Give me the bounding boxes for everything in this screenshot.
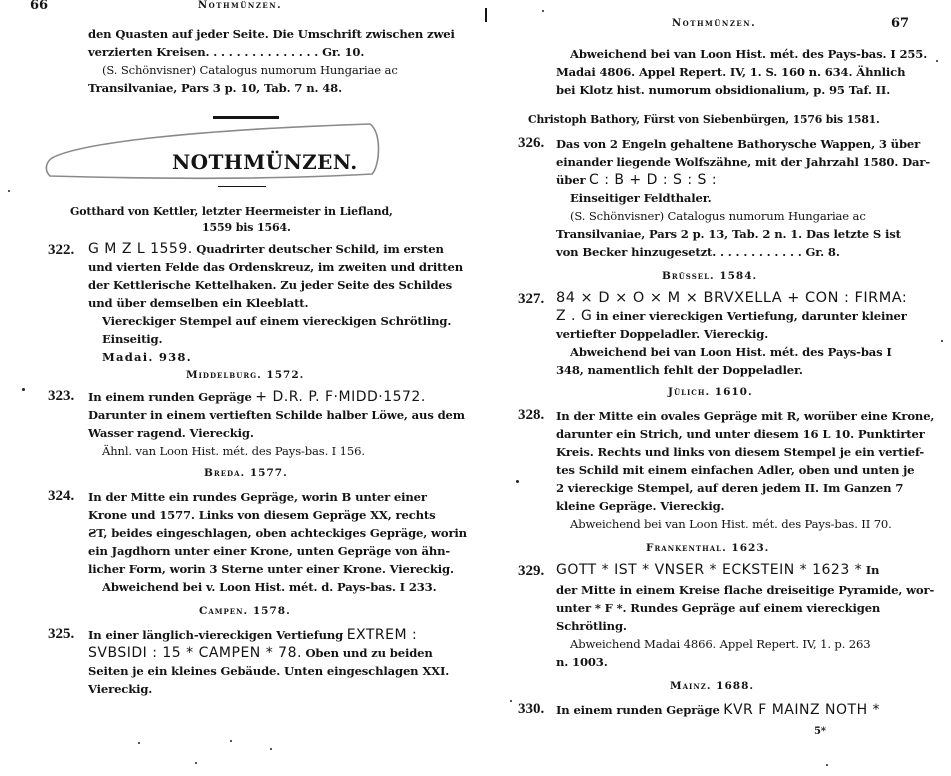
coin-legend: GOTT * IST * VNSER * ECKSTEIN * 1623 * <box>556 562 863 578</box>
entry-number: 324. <box>48 488 75 504</box>
title-rule <box>218 186 266 187</box>
coin-legend: C : B + D : S : S : <box>588 172 718 188</box>
entry-text: licher Form, worin 3 Sterne unter einer Krone. Viereckig. <box>88 562 454 576</box>
entry-text: ƧT, beides eingeschlagen, oben achteckiges Gepräge, worin <box>88 526 467 540</box>
coin-legend: Z . G <box>556 308 593 324</box>
entry-first-line <box>88 241 444 257</box>
ruler-heading: Christoph Bathory, Fürst von Siebenbürgen, 1576 bis 1581. <box>528 113 880 126</box>
entry-text: Abweichend bei van Loon Hist. mét. des Pays-bas I <box>570 345 892 359</box>
entry-text: Einseitig. <box>102 332 163 346</box>
entry-text: In einer länglich-viereckigen Vertiefung <box>88 628 344 642</box>
entry-second-line <box>556 308 907 324</box>
entry-text: in einer viereckigen Vertiefung, darunter kleiner <box>595 309 907 323</box>
entry-text: unter * F *. Rundes Gepräge auf einem viereckigen <box>556 601 881 615</box>
place-heading: Frankenthal. 1623. <box>646 542 770 554</box>
entry-text: der Kettlerische Kettelhaken. Zu jeder Seite des Schildes <box>88 278 453 292</box>
entry-legend-line <box>556 562 879 578</box>
entry-text: In der Mitte ein ovales Gepräge mit R, worüber eine Krone, <box>556 409 935 423</box>
entry-text: In einem runden Gepräge <box>556 703 720 717</box>
speck <box>826 764 828 766</box>
entry-text: und vierten Felde das Ordenskreuz, im zweiten und dritten <box>88 260 463 274</box>
speck <box>936 60 938 62</box>
ruler-heading: Gotthard von Kettler, letzter Heermeister in Liefland, <box>70 205 393 218</box>
entry-text: Krone und 1577. Links von diesem Gepräge XX, rechts <box>88 508 436 522</box>
place-heading: Jülich. 1610. <box>668 386 753 398</box>
page-number: 67 <box>891 16 910 31</box>
entry-text: kleine Gepräge. Viereckig. <box>556 499 725 513</box>
intro-line: verzierten Kreisen. . . . . . . . . . . . . . . Gr. 10. <box>88 45 365 59</box>
coin-legend: + D.R. P. F·MIDD·1572. <box>255 389 426 405</box>
entry-text: darunter ein Strich, und unter diesem 16 L 10. Punktirter <box>556 427 925 441</box>
entry-text: Ähnl. van Loon Hist. mét. des Pays-bas. I 156. <box>102 444 365 458</box>
place-heading: Mainz. 1688. <box>670 680 755 692</box>
coin-legend: KVR F MAINZ NOTH * <box>723 702 881 718</box>
intro-line: Abweichend bei van Loon Hist. mét. des Pays-bas. I 255. <box>570 47 928 61</box>
entry-text: In <box>865 563 880 577</box>
entry-text: In einem runden Gepräge <box>88 390 252 404</box>
entry-first-line <box>556 702 880 718</box>
running-head: Nothmünzen. <box>672 18 757 29</box>
entry-text: In der Mitte ein rundes Gepräge, worin B unter einer <box>88 490 427 504</box>
entry-first-line <box>88 389 426 405</box>
entry-text: Abweichend Madai 4866. Appel Repert. IV, 1. p. 263 <box>570 637 871 651</box>
entry-text: Kreis. Rechts und links von diesem Stempel je ein vertief- <box>556 445 925 459</box>
entry-text: und über demselben ein Kleeblatt. <box>88 296 309 310</box>
entry-text: Viereckig. <box>88 682 153 696</box>
entry-text: Oben und zu beiden <box>305 646 433 660</box>
entry-text: Seiten je ein kleines Gebäude. Unten eingeschlagen XXI. <box>88 664 450 678</box>
intro-line: Transilvaniae, Pars 3 p. 10, Tab. 7 n. 48. <box>88 81 342 95</box>
entry-text: über <box>556 173 586 187</box>
speck <box>230 740 232 742</box>
coin-legend: G M Z L 1559. <box>88 241 193 257</box>
coin-legend: 84 × D × O × M × BRVXELLA + CON : FIRMA: <box>556 290 908 306</box>
section-title: NOTHMÜNZEN. <box>172 150 358 174</box>
entry-text: Darunter in einem vertieften Schilde halber Löwe, aus dem <box>88 408 465 422</box>
entry-text: Wasser ragend. Viereckig. <box>88 426 254 440</box>
entry-text: n. 1003. <box>556 655 608 669</box>
intro-line: den Quasten auf jeder Seite. Die Umschrift zwischen zwei <box>88 27 455 41</box>
entry-text: Quadrirter deutscher Schild, im ersten <box>196 242 444 256</box>
entry-text: Abweichend bei v. Loon Hist. mét. d. Pays-bas. I 233. <box>102 580 437 594</box>
coin-legend: EXTREM : <box>346 627 418 643</box>
intro-line: bei Klotz hist. numorum obsidionalium, p. 95 Taf. II. <box>556 83 891 97</box>
speck <box>542 10 544 12</box>
entry-text: tes Schild mit einem einfachen Adler, oben und unten je <box>556 463 915 477</box>
entry-text: Viereckiger Stempel auf einem viereckigen Schrötling. <box>102 314 452 328</box>
entry-number: 326. <box>518 135 545 151</box>
entry-legend-line <box>556 290 907 306</box>
speck <box>22 388 25 391</box>
entry-text: der Mitte in einem Kreise flache dreiseitige Pyramide, wor- <box>556 583 935 597</box>
entry-number: 322. <box>48 242 75 258</box>
right-page <box>486 0 951 776</box>
running-head: Nothmünzen. <box>198 0 283 11</box>
ruler-dates: 1559 bis 1564. <box>202 221 291 234</box>
entry-text: einander liegende Wolfszähne, mit der Jahrzahl 1580. Dar- <box>556 155 930 169</box>
page-number: 66 <box>30 0 49 13</box>
entry-text: ein Jagdhorn unter einer Krone, unten Gepräge von ähn- <box>88 544 451 558</box>
entry-text: (S. Schönvisner) Catalogus numorum Hungariae ac <box>570 209 866 223</box>
entry-text: von Becker hinzugesetzt. . . . . . . . . . . . Gr. 8. <box>556 245 840 259</box>
entry-text: Abweichend bei van Loon Hist. mét. des Pays-bas. II 70. <box>570 517 892 531</box>
signature-mark: 5* <box>814 726 826 737</box>
intro-line: (S. Schönvisner) Catalogus numorum Hungariae ac <box>102 63 398 77</box>
speck <box>138 742 140 744</box>
place-heading: Middelburg. 1572. <box>186 369 305 381</box>
entry-text: Einseitiger Feldthaler. <box>570 191 712 205</box>
speck <box>516 480 519 483</box>
entry-text: vertiefter Doppeladler. Viereckig. <box>556 327 769 341</box>
entry-number: 327. <box>518 291 545 307</box>
entry-text: 348, namentlich fehlt der Doppeladler. <box>556 363 803 377</box>
entry-legend-line <box>556 172 717 188</box>
speck <box>510 700 512 702</box>
speck <box>8 190 10 192</box>
entry-second-line <box>88 645 433 661</box>
entry-text: Schrötling. <box>556 619 627 633</box>
entry-number: 328. <box>518 407 545 423</box>
place-heading: Campen. 1578. <box>199 605 291 617</box>
speck <box>270 748 272 750</box>
speck <box>941 340 943 342</box>
entry-text: 2 viereckige Stempel, auf deren jedem II. Im Ganzen 7 <box>556 481 904 495</box>
entry-text: Das von 2 Engeln gehaltene Bathorysche Wappen, 3 über <box>556 137 921 151</box>
entry-number: 329. <box>518 563 545 579</box>
place-heading: Breda. 1577. <box>204 467 288 479</box>
entry-number: 323. <box>48 388 75 404</box>
coin-legend: SVBSIDI : 15 * CAMPEN * 78. <box>88 645 302 661</box>
entry-number: 330. <box>518 701 545 717</box>
place-heading: Brüssel. 1584. <box>662 270 758 282</box>
speck <box>195 762 197 764</box>
entry-text: Transilvaniae, Pars 2 p. 13, Tab. 2 n. 1. Das letzte S ist <box>556 227 901 241</box>
entry-first-line <box>88 627 417 643</box>
intro-line: Madai 4806. Appel Repert. IV, 1. S. 160 n. 634. Ähnlich <box>556 65 906 79</box>
entry-number: 325. <box>48 626 75 642</box>
entry-text: Madai. 938. <box>102 350 192 364</box>
